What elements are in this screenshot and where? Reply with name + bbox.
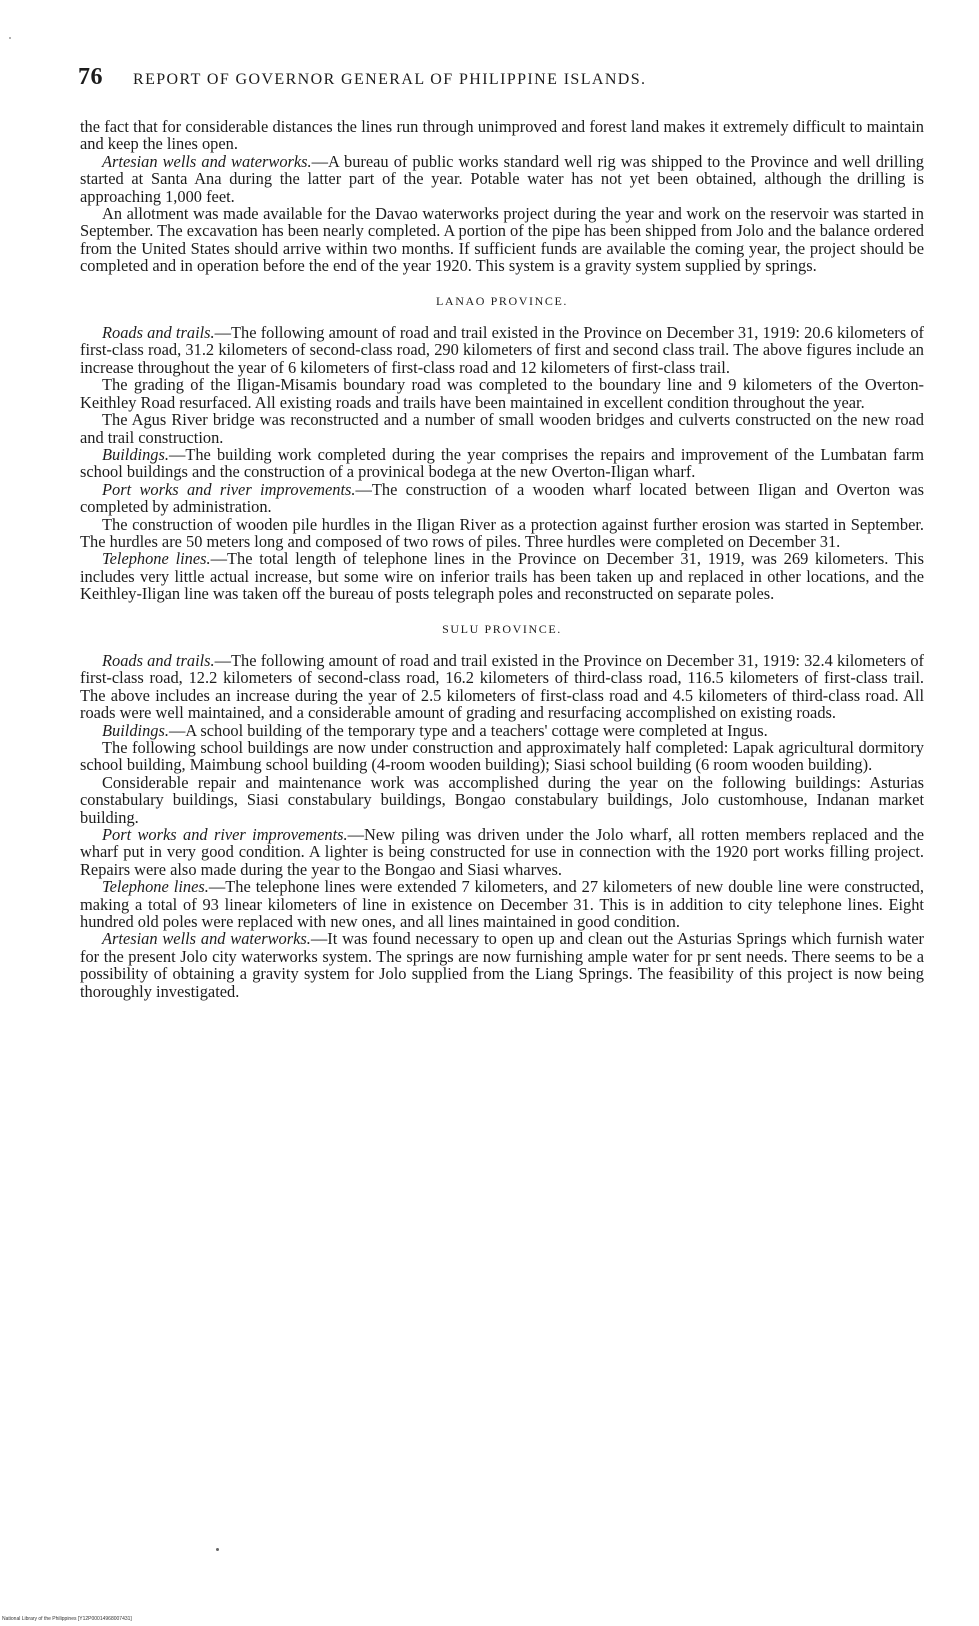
paragraph [80,652,924,722]
paragraph-heading: Artesian wells and waterworks. [102,929,311,949]
paragraph-text: —The telephone lines were extended 7 kilometers, and 27 kilometers of new double line were constructed, making a total of 93 linear kilometers of line in existence on December 31. This is in addition to city telephone lines. Eight hundred old poles were replaced with new ones, and all lines maintained in good condition. [80,877,924,932]
paragraph: The grading of the Iligan-Misamis boundary road was completed to the boundary line and 9 kilometers of the Overton-Keithley Road resurfaced. All existing roads and trails have been maintained in excellent condition throughout the year. [80,375,924,412]
paragraph-text: —A bureau of public works standard well rig was shipped to the Province and well drilling started at Santa Ana during the latter part of the year. Potable water has not yet been obtained, although the drilling is approaching 1,000 feet. [80,151,924,206]
body-text [80,118,924,1000]
ink-speck [9,37,11,39]
paragraph-text: —The building work completed during the year comprises the repairs and improvement of the Lumbatan farm school buildings and the construction of a provinical bodega at the new Overton-Iligan wharf. [80,444,924,482]
paragraph-text: —It was found necessary to open up and clean out the Asturias Springs which furnish water for the present Jolo city waterworks system. The springs are now furnishing ample water for pr sent needs. There seems to be a possibility of obtaining a gravity system for Jolo supplied from the Liang Springs. The feasibility of this project is now being thoroughly investigated. [80,929,924,1001]
paragraph [80,550,924,602]
ink-speck [216,1548,219,1551]
paragraph-text: —The construction of a wooden wharf located between Iligan and Overton was completed by administration. [80,479,925,517]
section-title-sulu: SULU PROVINCE. [442,621,562,636]
paragraph-heading: Port works and river improvements. [102,479,356,499]
paragraph [80,878,924,930]
paragraph [80,481,924,516]
paragraph: The Agus River bridge was reconstructed and a number of small wooden bridges and culverts constructed on the new road and trail construction. [80,410,924,447]
paragraph-heading: Telephone lines. [102,877,209,897]
paragraph [80,826,924,878]
paragraph: The construction of wooden pile hurdles in the Iligan River as a protection against further erosion was started in September. The hurdles are 50 meters long and composed of two rows of piles. Three hurdles were completed on December 31. [80,514,924,551]
paragraph-heading: Buildings. [102,720,169,740]
paragraph-heading: Roads and trails. [102,323,215,343]
paragraph-text: —The following amount of road and trail existed in the Province on December 31, 1919: 32.4 kilometers of first-class road, 12.2 kilometers of second-class road, 16.2 kilometers of third-class road, 116.5 kilometers of first-class trail. The above includes an increase during the year of 2.5 kilometers of first-class road and 4.5 kilometers of third-class road. All roads were well maintained, and a considerable amount of grading and resurfacing accomplished on existing roads. [80,650,924,723]
page-header [78,64,878,91]
paragraph: An allotment was made available for the Davao waterworks project during the year and work on the reservoir was started in September. The excavation has been nearly completed. A portion of the pipe has been shipped from Jolo and the balance ordered from the United States should arrive within two months. If sufficient funds are available the coming year, the project should be completed and in operation before the end of the year 1920. This system is a gravity system supplied by springs. [80,204,924,276]
paragraph [80,324,924,376]
paragraph-text: —New piling was driven under the Jolo wharf, all rotten members replaced and the wharf put in very good condition. A lighter is being constructed for use in connection with the 1920 port works filling project. Repairs were also made during the year to the Bongao and Siasi wharves. [80,825,925,879]
paragraph [80,930,924,1000]
paragraph-text: —A school building of the temporary type and a teachers' cottage were completed at Ingus. [168,720,768,740]
paragraph-heading: Roads and trails. [102,650,215,670]
paragraph-heading: Artesian wells and waterworks. [102,151,312,171]
paragraph [80,446,924,481]
page-number: 76 [78,64,103,90]
paragraph [80,722,924,739]
paragraph [80,153,924,205]
paragraph-heading: Telephone lines. [102,549,211,569]
scan-footer-note: National Library of the Philippines [Y12P00014968007431] [2,1616,132,1622]
running-head: REPORT OF GOVERNOR GENERAL OF PHILIPPINE ISLANDS. [133,71,647,88]
paragraph-text: —The following amount of road and trail existed in the Province on December 31, 1919: 20.6 kilometers of first-class road, 31.2 kilometers of second-class road, 290 kilometers of first and second class trail. The above figures include an increase throughout the year of 6 kilometers of first-class road and 12 kilometers of first-class trail. [80,323,924,377]
paragraph-heading: Port works and river improvements. [102,825,348,845]
paragraph-text: —The total length of telephone lines in the Province on December 31, 1919, was 269 kilometers. This includes very little actual increase, but some wire on inferior trails has been taken up and replaced in other locations, and the Keithley-Iligan line was taken off the bureau of posts telegraph poles and reconstructed on separate poles. [80,549,924,604]
paragraph: Considerable repair and maintenance work was accomplished during the year on the following buildings: Asturias constabulary buildings, Siasi constabulary buildings, Bongao constabulary buildings, Jolo customhouse, Indanan market building. [80,772,924,827]
paragraph-heading: Buildings. [102,444,169,464]
section-title-lanao: LANAO PROVINCE. [436,293,568,308]
paragraph: The following school buildings are now under construction and approximately half completed: Lapak agricultural dormitory school building, Maimbung school building (4-room wooden building); Siasi school building (6 room wooden building). [80,738,924,775]
paragraph: the fact that for considerable distances the lines run through unimproved and forest land makes it extremely difficult to maintain and keep the lines open. [80,117,924,154]
